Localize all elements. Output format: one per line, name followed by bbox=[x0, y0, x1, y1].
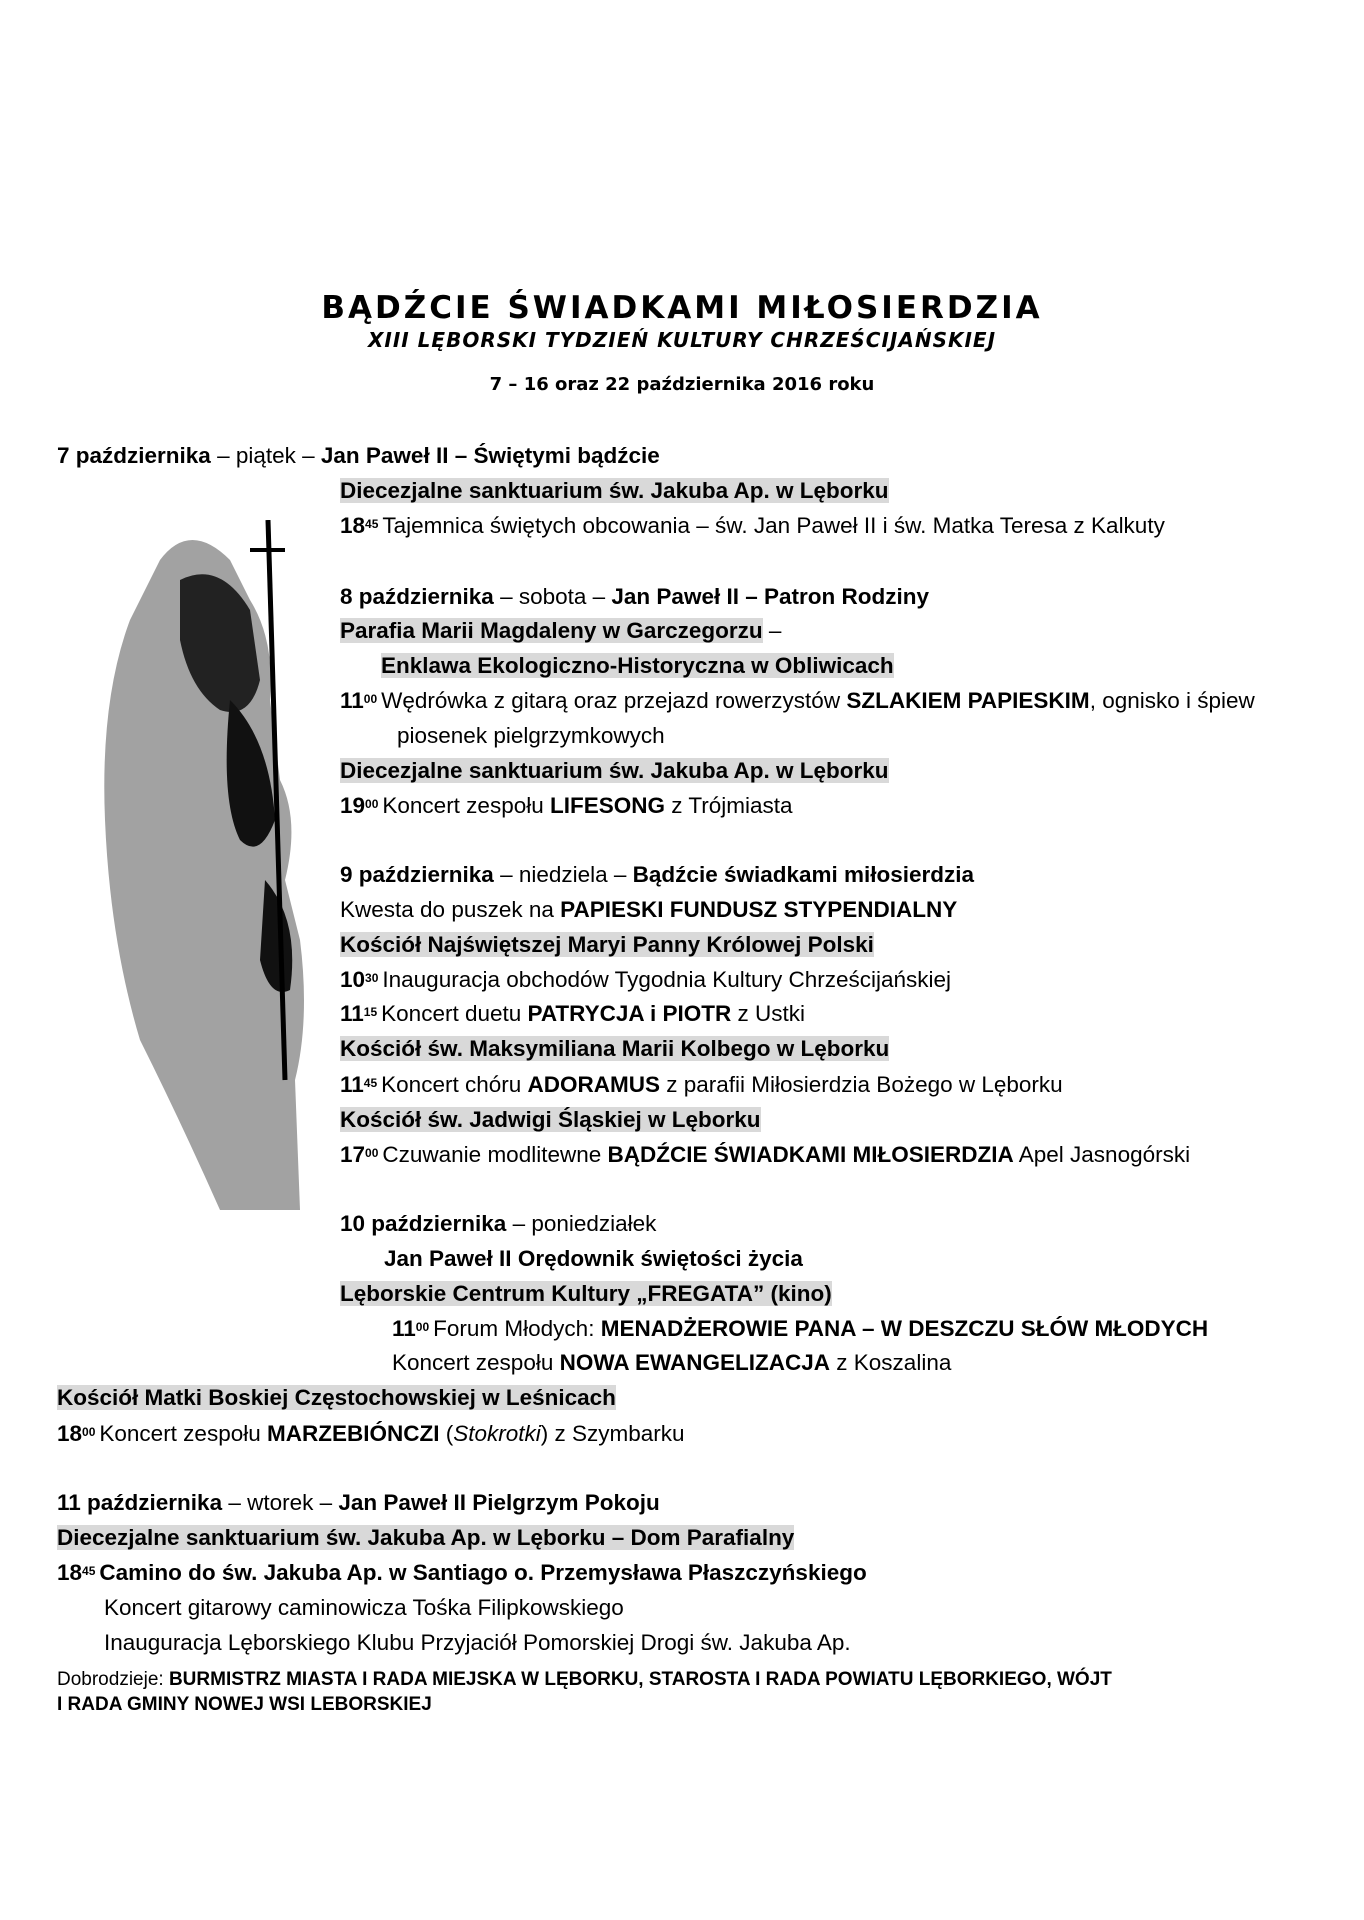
text-segment: z Koszalina bbox=[830, 1350, 952, 1375]
text-segment: Koncert zespołu bbox=[99, 1421, 267, 1446]
text-segment: BĄDŹCIE ŚWIADKAMI MIŁOSIERDZIA bbox=[607, 1142, 1014, 1167]
program-line bbox=[384, 1244, 803, 1274]
text-segment: Jan Paweł II Pielgrzym Pokoju bbox=[338, 1490, 660, 1515]
text-segment: Diecezjalne sanktuarium św. Jakuba Ap. w Lęborku bbox=[340, 758, 889, 783]
event-time-minutes: 45 bbox=[82, 1564, 96, 1578]
text-segment: Kościół św. Maksymiliana Marii Kolbego w Lęborku bbox=[340, 1036, 890, 1061]
text-segment: PATRYCJA i PIOTR bbox=[527, 1001, 732, 1026]
text-segment: Jan Paweł II – Świętymi bądźcie bbox=[320, 443, 660, 468]
event-time-minutes: 30 bbox=[365, 971, 379, 985]
text-segment: Forum Młodych: bbox=[433, 1316, 601, 1341]
text-segment: Koncert zespołu bbox=[382, 793, 550, 818]
text-segment: Diecezjalne sanktuarium św. Jakuba Ap. w Lęborku – Dom Parafialny bbox=[57, 1525, 795, 1550]
program-line bbox=[340, 895, 957, 925]
text-segment: – poniedziałek bbox=[506, 1211, 657, 1236]
text-segment: Jan Paweł II – Patron Rodziny bbox=[611, 584, 929, 609]
text-segment: Apel Jasnogórski bbox=[1013, 1142, 1191, 1167]
event-line bbox=[340, 1140, 1190, 1170]
text-segment: – bbox=[762, 618, 782, 643]
venue-line bbox=[57, 1523, 794, 1553]
text-segment: 7 października bbox=[57, 443, 211, 468]
text-segment: Czuwanie modlitewne bbox=[382, 1142, 608, 1167]
text-segment: I RADA GMINY NOWEJ WSI LEBORSKIEJ bbox=[57, 1694, 432, 1715]
text-segment: Tajemnica świętych obcowania – św. Jan Paweł II i św. Matka Teresa z Kalkuty bbox=[382, 513, 1165, 538]
main-title: BĄDŹCIE ŚWIADKAMI MIŁOSIERDZIA bbox=[321, 290, 1043, 326]
event-line bbox=[340, 1070, 1063, 1100]
event-line bbox=[57, 1558, 867, 1588]
text-segment: Koncert chóru bbox=[381, 1072, 528, 1097]
program-line bbox=[392, 1348, 951, 1378]
text-segment: z Ustki bbox=[731, 1001, 806, 1026]
venue-line bbox=[340, 756, 889, 786]
text-segment: – niedziela – bbox=[493, 862, 633, 887]
venue-line bbox=[340, 616, 781, 646]
venue-line bbox=[57, 1383, 616, 1413]
text-segment: – sobota – bbox=[493, 584, 612, 609]
text-segment: Bądźcie świadkami miłosierdzia bbox=[632, 862, 975, 887]
event-line bbox=[57, 1419, 685, 1449]
text-segment: NOWA EWANGELIZACJA bbox=[559, 1350, 831, 1375]
text-segment: – wtorek – bbox=[222, 1490, 339, 1515]
event-time-minutes: 15 bbox=[363, 1005, 378, 1019]
text-segment: Diecezjalne sanktuarium św. Jakuba Ap. w Lęborku bbox=[340, 478, 889, 503]
event-line bbox=[340, 686, 1255, 716]
event-line bbox=[340, 791, 793, 821]
text-segment: – piątek – bbox=[210, 443, 321, 468]
program-line bbox=[340, 1209, 656, 1239]
event-time-minutes: 45 bbox=[365, 517, 379, 531]
event-time-minutes: 00 bbox=[363, 692, 378, 706]
event-time-minutes: 00 bbox=[365, 797, 379, 811]
text-segment: , ognisko i śpiew bbox=[1089, 688, 1255, 713]
event-time-hour: 18 bbox=[57, 1421, 83, 1446]
venue-line bbox=[340, 1279, 832, 1309]
text-segment: MENADŻEROWIE PANA – W DESZCZU SŁÓW MŁODYCH bbox=[600, 1316, 1209, 1341]
event-line bbox=[340, 999, 805, 1029]
event-time-hour: 10 bbox=[340, 967, 366, 992]
text-segment: Inauguracja Lęborskiego Klubu Przyjaciół Pomorskiej Drogi św. Jakuba Ap. bbox=[104, 1630, 851, 1655]
date-range: 7 – 16 oraz 22 października 2016 roku bbox=[489, 374, 875, 395]
text-segment: SZLAKIEM PAPIESKIM bbox=[846, 688, 1090, 713]
text-segment: Enklawa Ekologiczno-Historyczna w Obliwicach bbox=[381, 653, 894, 678]
event-line bbox=[340, 511, 1165, 541]
program-line bbox=[104, 1593, 624, 1623]
program-line bbox=[57, 1693, 432, 1717]
event-time-hour: 18 bbox=[57, 1560, 83, 1585]
event-time-hour: 17 bbox=[340, 1142, 366, 1167]
venue-line bbox=[381, 651, 894, 681]
text-segment: ( bbox=[439, 1421, 454, 1446]
text-segment: Kościół Matki Boskiej Częstochowskiej w Leśnicach bbox=[57, 1385, 616, 1410]
program-line bbox=[57, 441, 660, 471]
text-segment: Koncert zespołu bbox=[392, 1350, 560, 1375]
text-segment: ADORAMUS bbox=[527, 1072, 660, 1097]
text-segment: Stokrotki bbox=[453, 1421, 541, 1446]
text-segment: MARZEBIÓNCZI bbox=[267, 1421, 440, 1446]
text-segment: 8 października bbox=[340, 584, 494, 609]
text-segment: Wędrówka z gitarą oraz przejazd rowerzystów bbox=[381, 688, 847, 713]
text-segment: Kwesta do puszek na bbox=[340, 897, 561, 922]
event-time-minutes: 00 bbox=[365, 1146, 379, 1160]
event-time-hour: 11 bbox=[340, 1001, 364, 1026]
text-segment: z parafii Miłosierdzia Bożego w Lęborku bbox=[659, 1072, 1063, 1097]
text-segment: Inauguracja obchodów Tygodnia Kultury Chrześcijańskiej bbox=[382, 967, 952, 992]
text-segment: Parafia Marii Magdaleny w Garczegorzu bbox=[340, 618, 763, 643]
text-segment: z Trójmiasta bbox=[665, 793, 793, 818]
subtitle: XIII LĘBORSKI TYDZIEŃ KULTURY CHRZEŚCIJAŃSKIEJ bbox=[367, 328, 997, 352]
text-segment: Koncert duetu bbox=[381, 1001, 528, 1026]
program-line bbox=[57, 1488, 660, 1518]
text-segment: piosenek pielgrzymkowych bbox=[397, 723, 665, 748]
event-time-hour: 11 bbox=[392, 1316, 416, 1341]
venue-line bbox=[340, 1105, 761, 1135]
event-time-minutes: 45 bbox=[363, 1076, 378, 1090]
event-line bbox=[340, 965, 951, 995]
text-segment: Koncert gitarowy caminowicza Tośka Filipkowskiego bbox=[104, 1595, 624, 1620]
text-segment: BURMISTRZ MIASTA I RADA MIEJSKA W LĘBORKU, STAROSTA I RADA POWIATU LĘBORKIEGO, WÓJT bbox=[168, 1669, 1112, 1690]
event-time-minutes: 00 bbox=[415, 1320, 430, 1334]
text-segment: LIFESONG bbox=[550, 793, 666, 818]
pope-silhouette-illustration bbox=[100, 520, 340, 1210]
event-time-hour: 11 bbox=[340, 1072, 364, 1097]
text-segment: ) z Szymbarku bbox=[540, 1421, 685, 1446]
text-segment: 9 października bbox=[340, 862, 494, 887]
program-line bbox=[397, 721, 665, 751]
venue-line bbox=[340, 476, 889, 506]
text-segment: 11 października bbox=[57, 1490, 223, 1515]
event-time-hour: 19 bbox=[340, 793, 366, 818]
text-segment: Jan Paweł II Orędownik świętości życia bbox=[384, 1246, 803, 1271]
event-time-minutes: 00 bbox=[82, 1425, 96, 1439]
program-line bbox=[57, 1668, 1112, 1692]
text-segment: Kościół Najświętszej Maryi Panny Królowej Polski bbox=[340, 932, 874, 957]
text-segment: 10 października bbox=[340, 1211, 507, 1236]
event-time-hour: 18 bbox=[340, 513, 366, 538]
program-line bbox=[340, 860, 974, 890]
text-segment: Dobrodzieje: bbox=[57, 1669, 169, 1690]
text-segment: Lęborskie Centrum Kultury „FREGATA” (kino) bbox=[340, 1281, 832, 1306]
text-segment: PAPIESKI FUNDUSZ STYPENDIALNY bbox=[560, 897, 958, 922]
event-line bbox=[392, 1314, 1208, 1344]
venue-line bbox=[340, 1034, 889, 1064]
program-line bbox=[104, 1628, 851, 1658]
text-segment: Kościół św. Jadwigi Śląskiej w Lęborku bbox=[340, 1107, 761, 1132]
text-segment: Camino do św. Jakuba Ap. w Santiago o. Przemysława Płaszczyńskiego bbox=[99, 1560, 867, 1585]
event-time-hour: 11 bbox=[340, 688, 364, 713]
program-line bbox=[340, 582, 929, 612]
venue-line bbox=[340, 930, 874, 960]
